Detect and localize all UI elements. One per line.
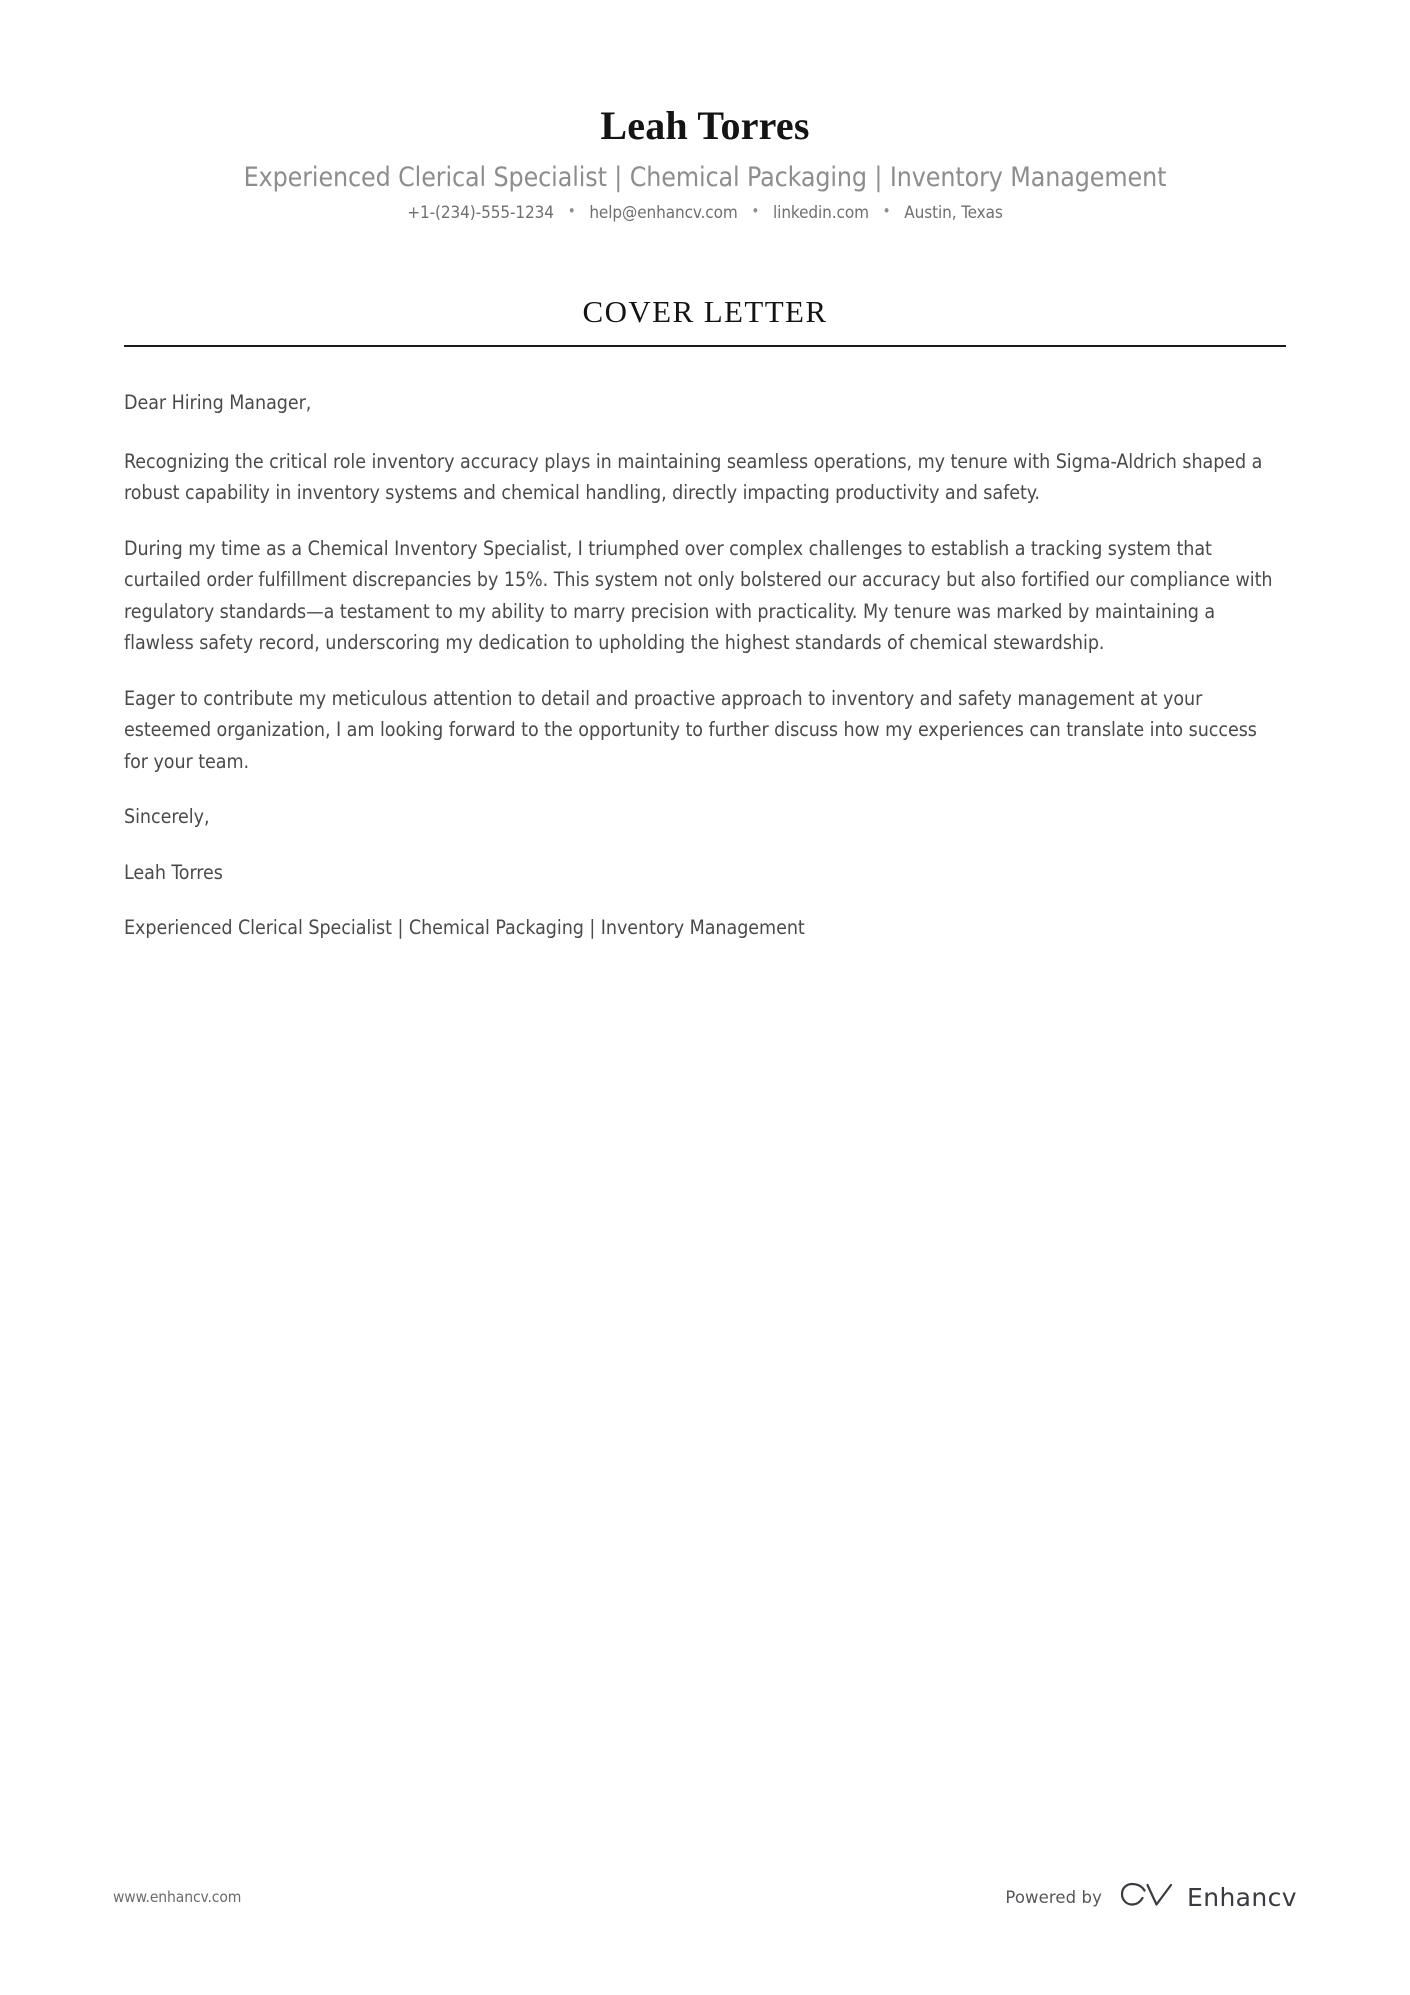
powered-by-label: Powered by: [1005, 1887, 1102, 1907]
contact-line: [0, 203, 1410, 223]
candidate-headline: Experienced Clerical Specialist | Chemical Packaging | Inventory Management: [243, 162, 1167, 194]
contact-separator-icon: •: [751, 201, 760, 220]
section-divider: [124, 345, 1286, 347]
contact-location: Austin, Texas: [904, 202, 1003, 223]
contact-linkedin[interactable]: linkedin.com: [773, 202, 869, 223]
enhancv-loop-check-icon: [1120, 1882, 1174, 1912]
letter-closing: Sincerely,: [124, 805, 210, 829]
enhancv-logo[interactable]: [1120, 1882, 1297, 1912]
candidate-name: Leah Torres: [600, 103, 810, 148]
contact-separator-icon: •: [882, 201, 891, 220]
section-title: COVER LETTER: [582, 294, 828, 330]
contact-email[interactable]: help@enhancv.com: [589, 202, 738, 223]
letter-body: [124, 355, 1286, 944]
signature-headline: Experienced Clerical Specialist | Chemical Packaging | Inventory Management: [124, 916, 805, 940]
document-footer: [0, 1877, 1410, 1917]
letter-salutation: Dear Hiring Manager,: [124, 391, 312, 415]
contact-phone: +1-(234)-555-1234: [407, 202, 554, 223]
letter-paragraph: Eager to contribute my meticulous attention to detail and proactive approach to inventory and safety management at your esteemed organization, I am looking forward to the opportunity to further discuss how my experiences can translate into success for your team.: [124, 686, 1257, 773]
letter-paragraph: Recognizing the critical role inventory accuracy plays in maintaining seamless operations, my tenure with Sigma-Aldrich shaped a robust capability in inventory systems and chemical handling, directly impacting productivity and safety.: [124, 449, 1263, 505]
document-header: [0, 0, 1410, 223]
section-header: [124, 223, 1286, 347]
signature-name: Leah Torres: [124, 860, 223, 884]
contact-separator-icon: •: [567, 201, 576, 220]
footer-brand-area: [1005, 1882, 1297, 1912]
enhancv-wordmark: Enhancv: [1187, 1882, 1297, 1912]
letter-paragraph: During my time as a Chemical Inventory Specialist, I triumphed over complex challenges to establish a tracking system that curtailed order fulfillment discrepancies by 15%. This system not only bolstered our accuracy but also fortified our compliance with regulatory standards—a testament to my ability to marry precision with practicality. My tenure was marked by maintaining a flawless safety record, underscoring my dedication to upholding the highest standards of chemical stewardship.: [124, 536, 1273, 655]
footer-website-link[interactable]: www.enhancv.com: [113, 1888, 242, 1906]
